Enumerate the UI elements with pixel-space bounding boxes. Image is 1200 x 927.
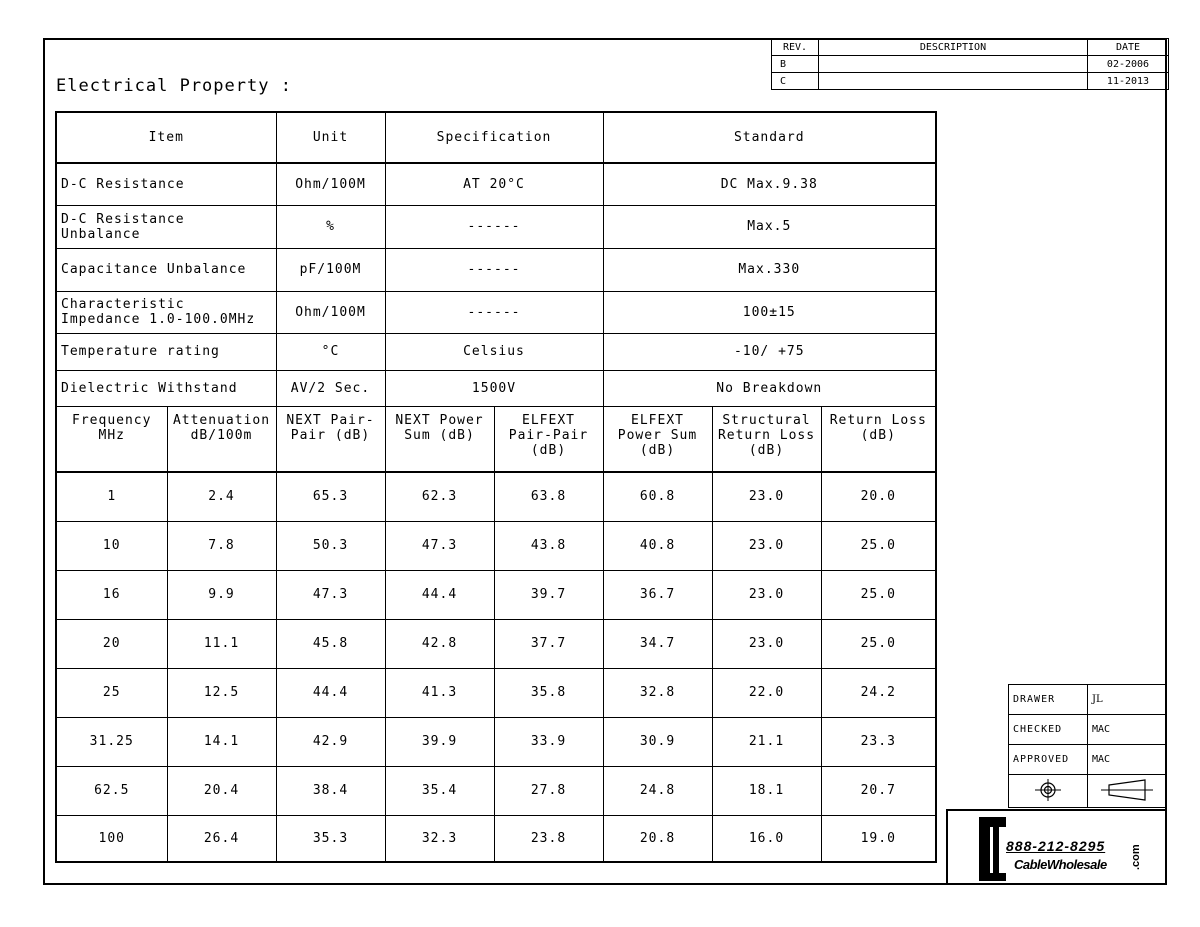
cell-return-loss: 25.0 <box>821 619 936 668</box>
spec-unit: °C <box>276 333 385 370</box>
spec-value: ------ <box>385 248 603 291</box>
spec-unit: pF/100M <box>276 248 385 291</box>
cell-next-pair: 42.9 <box>276 717 385 766</box>
logo-phone: 888-212-8295 <box>1006 838 1106 854</box>
unit-header: Unit <box>276 112 385 163</box>
rev-date: 11-2013 <box>1088 73 1169 90</box>
cell-next-power-sum: 62.3 <box>385 472 494 521</box>
cell-frequency: 1 <box>56 472 167 521</box>
cell-elfext-pair: 39.7 <box>494 570 603 619</box>
cell-elfext-power-sum: 20.8 <box>603 815 712 862</box>
spec-standard: Max.5 <box>603 205 936 248</box>
cell-return-loss: 25.0 <box>821 570 936 619</box>
cell-structural-return-loss: 23.0 <box>712 472 821 521</box>
projection-symbol-circle <box>1009 775 1088 808</box>
spec-value: 1500V <box>385 370 603 406</box>
cell-attenuation: 9.9 <box>167 570 276 619</box>
cell-next-power-sum: 35.4 <box>385 766 494 815</box>
rev-value: B <box>772 56 819 73</box>
cell-elfext-pair: 37.7 <box>494 619 603 668</box>
rev-description <box>819 56 1088 73</box>
cell-structural-return-loss: 16.0 <box>712 815 821 862</box>
checked-label: CHECKED <box>1009 715 1088 745</box>
spec-value: AT 20°C <box>385 163 603 205</box>
spec-item: Characteristic Impedance 1.0-100.0MHz <box>56 291 276 333</box>
table-row <box>56 521 936 570</box>
cell-frequency: 100 <box>56 815 167 862</box>
cell-next-pair: 38.4 <box>276 766 385 815</box>
spec-value: ------ <box>385 205 603 248</box>
cell-elfext-power-sum: 36.7 <box>603 570 712 619</box>
logo-brand: CableWholesale <box>1014 857 1107 872</box>
cell-next-pair: 47.3 <box>276 570 385 619</box>
rev-value: C <box>772 73 819 90</box>
cell-frequency: 10 <box>56 521 167 570</box>
cell-next-power-sum: 44.4 <box>385 570 494 619</box>
table-row <box>56 815 936 862</box>
spec-value: Celsius <box>385 333 603 370</box>
cell-frequency: 20 <box>56 619 167 668</box>
col-header-structural-return-loss: Structural Return Loss (dB) <box>712 406 821 472</box>
cell-next-pair: 50.3 <box>276 521 385 570</box>
spec-standard: -10/ +75 <box>603 333 936 370</box>
drawer-label: DRAWER <box>1009 685 1088 715</box>
spec-standard: No Breakdown <box>603 370 936 406</box>
signoff-block <box>1008 684 1167 808</box>
spec-item: Dielectric Withstand <box>56 370 276 406</box>
spec-unit: Ohm/100M <box>276 163 385 205</box>
logo-dotcom: .com <box>1130 844 1142 870</box>
table-row <box>56 766 936 815</box>
cell-attenuation: 11.1 <box>167 619 276 668</box>
cell-attenuation: 12.5 <box>167 668 276 717</box>
cell-return-loss: 20.0 <box>821 472 936 521</box>
cell-structural-return-loss: 22.0 <box>712 668 821 717</box>
specification-header: Specification <box>385 112 603 163</box>
cell-next-power-sum: 32.3 <box>385 815 494 862</box>
table-row <box>56 717 936 766</box>
cell-elfext-power-sum: 40.8 <box>603 521 712 570</box>
col-header-attenuation: Attenuation dB/100m <box>167 406 276 472</box>
truncated-cone-icon <box>1099 778 1155 802</box>
rev-header: REV. <box>772 39 819 56</box>
cell-attenuation: 26.4 <box>167 815 276 862</box>
cell-attenuation: 7.8 <box>167 521 276 570</box>
cell-elfext-power-sum: 34.7 <box>603 619 712 668</box>
date-header: DATE <box>1088 39 1169 56</box>
projection-symbol-cone <box>1088 775 1167 808</box>
table-row <box>56 619 936 668</box>
cell-elfext-power-sum: 60.8 <box>603 472 712 521</box>
cell-elfext-pair: 33.9 <box>494 717 603 766</box>
cell-return-loss: 23.3 <box>821 717 936 766</box>
cell-frequency: 62.5 <box>56 766 167 815</box>
first-angle-circle-icon <box>1033 778 1063 802</box>
cell-return-loss: 25.0 <box>821 521 936 570</box>
col-header-frequency: Frequency MHz <box>56 406 167 472</box>
cell-structural-return-loss: 23.0 <box>712 521 821 570</box>
cell-structural-return-loss: 18.1 <box>712 766 821 815</box>
cell-structural-return-loss: 21.1 <box>712 717 821 766</box>
cell-structural-return-loss: 23.0 <box>712 570 821 619</box>
cell-next-pair: 65.3 <box>276 472 385 521</box>
spec-item: D-C Resistance Unbalance <box>56 205 276 248</box>
cell-next-pair: 44.4 <box>276 668 385 717</box>
col-header-next-pair: NEXT Pair-Pair (dB) <box>276 406 385 472</box>
spec-standard: 100±15 <box>603 291 936 333</box>
table-row <box>56 472 936 521</box>
spec-item: D-C Resistance <box>56 163 276 205</box>
table-row <box>56 570 936 619</box>
cell-attenuation: 20.4 <box>167 766 276 815</box>
cell-next-power-sum: 41.3 <box>385 668 494 717</box>
cell-attenuation: 14.1 <box>167 717 276 766</box>
drawer-value: JL <box>1088 685 1167 715</box>
cell-return-loss: 19.0 <box>821 815 936 862</box>
checked-value: MAC <box>1088 715 1167 745</box>
spec-standard: Max.330 <box>603 248 936 291</box>
revision-block <box>771 38 1169 90</box>
description-header: DESCRIPTION <box>819 39 1088 56</box>
approved-value: MAC <box>1088 745 1167 775</box>
rev-description <box>819 73 1088 90</box>
table-row <box>56 668 936 717</box>
spec-standard: DC Max.9.38 <box>603 163 936 205</box>
cell-elfext-pair: 23.8 <box>494 815 603 862</box>
standard-header: Standard <box>603 112 936 163</box>
cell-next-pair: 35.3 <box>276 815 385 862</box>
cell-frequency: 31.25 <box>56 717 167 766</box>
cell-elfext-power-sum: 30.9 <box>603 717 712 766</box>
spec-value: ------ <box>385 291 603 333</box>
cell-elfext-pair: 35.8 <box>494 668 603 717</box>
electrical-property-table <box>55 111 937 863</box>
spec-unit: % <box>276 205 385 248</box>
approved-label: APPROVED <box>1009 745 1088 775</box>
cell-return-loss: 24.2 <box>821 668 936 717</box>
rev-date: 02-2006 <box>1088 56 1169 73</box>
spec-unit: AV/2 Sec. <box>276 370 385 406</box>
spec-item: Temperature rating <box>56 333 276 370</box>
col-header-elfext-pair: ELFEXT Pair-Pair (dB) <box>494 406 603 472</box>
cell-frequency: 25 <box>56 668 167 717</box>
cell-next-power-sum: 42.8 <box>385 619 494 668</box>
cell-next-power-sum: 47.3 <box>385 521 494 570</box>
col-header-return-loss: Return Loss (dB) <box>821 406 936 472</box>
cell-next-pair: 45.8 <box>276 619 385 668</box>
cell-next-power-sum: 39.9 <box>385 717 494 766</box>
cell-elfext-pair: 27.8 <box>494 766 603 815</box>
cell-elfext-pair: 43.8 <box>494 521 603 570</box>
col-header-elfext-power-sum: ELFEXT Power Sum (dB) <box>603 406 712 472</box>
spec-unit: Ohm/100M <box>276 291 385 333</box>
spec-item: Capacitance Unbalance <box>56 248 276 291</box>
cell-return-loss: 20.7 <box>821 766 936 815</box>
cell-frequency: 16 <box>56 570 167 619</box>
cell-structural-return-loss: 23.0 <box>712 619 821 668</box>
cell-elfext-power-sum: 24.8 <box>603 766 712 815</box>
cell-elfext-pair: 63.8 <box>494 472 603 521</box>
item-header: Item <box>56 112 276 163</box>
cell-elfext-power-sum: 32.8 <box>603 668 712 717</box>
cell-attenuation: 2.4 <box>167 472 276 521</box>
col-header-next-power-sum: NEXT Power Sum (dB) <box>385 406 494 472</box>
page-title: Electrical Property : <box>56 76 292 96</box>
